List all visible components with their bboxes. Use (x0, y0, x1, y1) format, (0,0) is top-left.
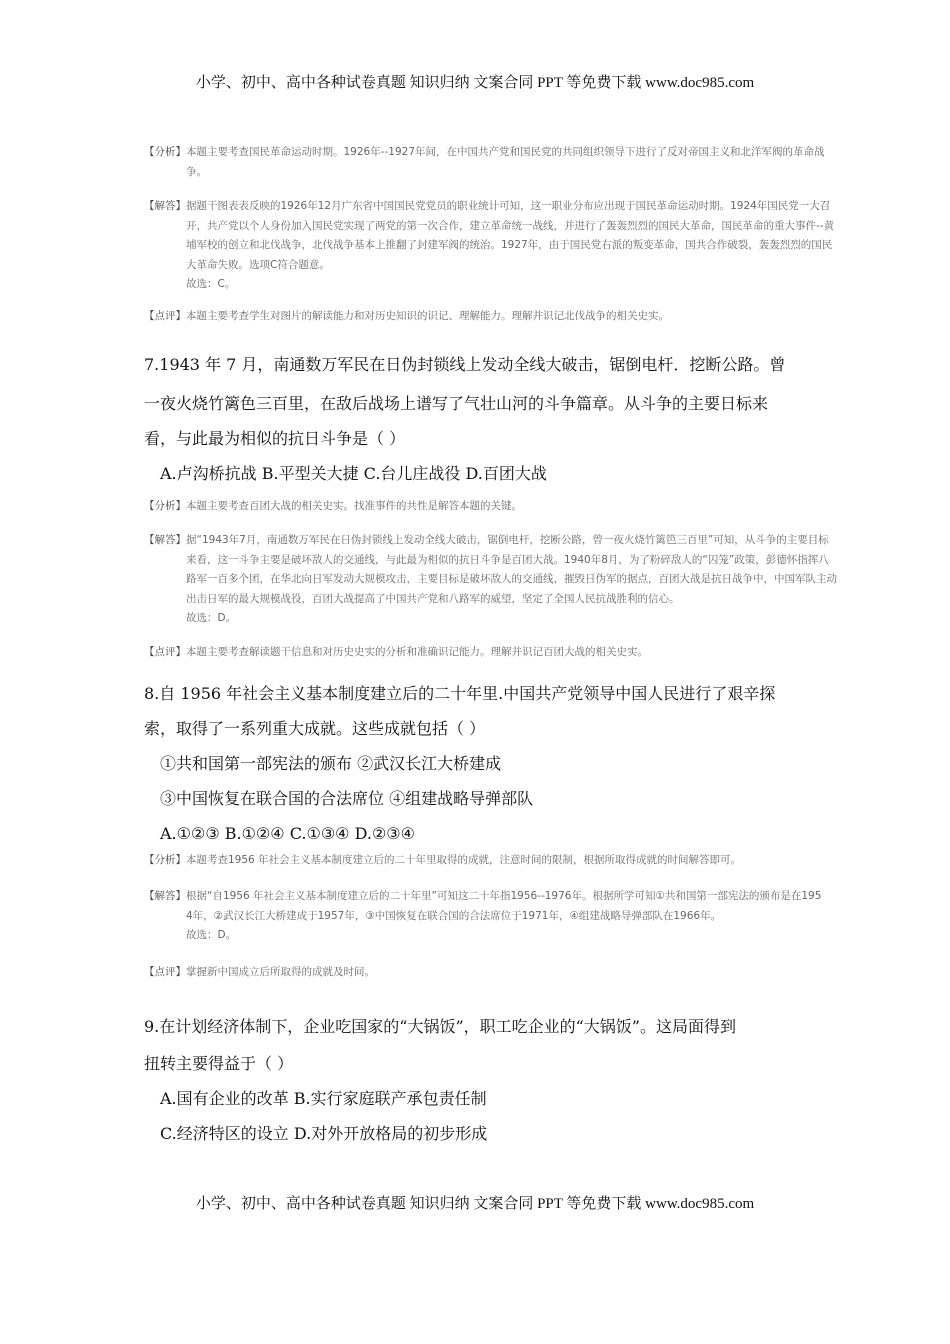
q7-stem-line: 7.1943 年 7 月，南通数万军民在日伪封锁线上发动全线大破击，锯倒电杆．挖断公路。曾 (144, 355, 786, 374)
analysis-tag: 【分析】 (144, 854, 186, 866)
q8-comment-block (144, 963, 864, 983)
comment-line: 本题主要考查解读题干信息和对历史史实的分析和准确识记能力。理解并识记百团大战的相关史实。 (186, 646, 648, 658)
q6-comment-block (144, 307, 864, 327)
q7-options: A.卢沟桥抗战 B.平型关大捷 C.台儿庄战役 D.百团大战 (160, 464, 547, 483)
q8-item-line: ①共和国第一部宪法的颁布 ②武汉长江大桥建成 (160, 754, 502, 773)
q6-analysis-block (144, 143, 864, 182)
answer-line: 故选：D。 (186, 612, 237, 624)
q7-comment-block (144, 643, 864, 663)
analysis-tag: 【分析】 (144, 146, 186, 158)
answer-tag: 【解答】 (144, 534, 186, 546)
analysis-line: 本题考查1956 年社会主义基本制度建立后的二十年里取得的成就，注意时间的限制，根据所取得成就的时间解答即可。 (186, 854, 742, 866)
comment-tag: 【点评】 (144, 310, 186, 322)
q9-option-line: C.经济特区的设立 D.对外开放格局的初步形成 (160, 1124, 488, 1143)
answer-line: 开，共产党以个人身份加入国民党实现了两党的第一次合作，建立革命统一战线，并进行了轰轰烈烈的国民大革命，国民革命的重大事件--黄 (186, 219, 835, 232)
page-footer: 小学、初中、高中各种试卷真题 知识归纳 文案合同 PPT 等免费下载 www.doc985.com (195, 1196, 755, 1212)
comment-line: 本题主要考查学生对图片的解读能力和对历史知识的识记、理解能力。理解并识记北伐战争的相关史实。 (186, 310, 669, 322)
answer-line: 埔军校的创立和北伐战争，北伐战争基本上推翻了封建军阀的统治。1927年，由于国民党右派的叛变革命，国共合作破裂，轰轰烈烈的国民 (186, 239, 833, 251)
answer-line: 据“1943年7月，南通数万军民在日伪封锁线上发动全线大破击，锯倒电杆，挖断公路，曾一夜火烧竹篱笆三百里”可知，从斗争的主要目标 (186, 534, 829, 546)
q9-stem-line: 9.在计划经济体制下，企业吃国家的“大锅饭”，职工吃企业的“大锅饭”。这局面得到 (144, 1017, 736, 1036)
analysis-tag: 【分析】 (144, 500, 186, 512)
answer-line: 故选：C。 (186, 278, 236, 290)
answer-line: 4年，②武汉长江大桥建成于1957年，③中国恢复在联合国的合法席位于1971年，④组建战略导弹部队在1966年。 (186, 909, 722, 922)
q7-stem-line: 看，与此最为相似的抗日斗争是（ ） (144, 429, 406, 448)
q7-stem-line: 一夜火烧竹篱色三百里，在敌后战场上谱写了气壮山河的斗争篇章。从斗争的主要日标来 (144, 394, 769, 413)
answer-line: 大革命失败。选项C符合题意。 (186, 258, 330, 271)
analysis-line: 争。 (186, 165, 207, 178)
q9-stem-line: 扭转主要得益于（ ） (144, 1054, 294, 1073)
q8-item-line: ③中国恢复在联合国的合法席位 ④组建战略导弹部队 (160, 789, 534, 808)
answer-line: 根据“自1956 年社会主义基本制度建立后的二十年里”可知这二十年指1956--1976年。根据所学可知①共和国第一部宪法的颁布是在195 (186, 890, 822, 902)
q7-analysis-block (144, 497, 864, 517)
q8-stem-line: 8.自 1956 年社会主义基本制度建立后的二十年里.中国共产党领导中国人民进行了艰辛探 (144, 684, 776, 703)
answer-line: 来看，这一斗争主要是破坏敌人的交通线，与此最为相似的抗日斗争是百团大战。1940年8月，为了粉碎敌人的“囚笼”政策，彭德怀指挥八 (186, 553, 829, 566)
answer-line: 出击日军的最大规模战役，百团大战提高了中国共产党和八路军的威望，坚定了全国人民抗战胜利的信心。 (186, 592, 680, 605)
q8-analysis-block (144, 851, 864, 871)
q8-options: A.①②③ B.①②④ C.①③④ D.②③④ (160, 824, 415, 843)
q7-answer-block (144, 531, 864, 629)
comment-tag: 【点评】 (144, 966, 186, 978)
q8-stem-line: 索，取得了一系列重大成就。这些成就包括（ ） (144, 719, 486, 738)
answer-line: 路军一百多个团，在华北向日军发动大规模攻击，主要目标是破坏敌人的交通线，摧毁日伪军的据点，百团大战是抗日战争中，中国军队主动 (186, 573, 837, 585)
q8-answer-block (144, 887, 864, 946)
answer-line: 据题干图表表反映的1926年12月广东省中国国民党党员的职业统计可知，这一职业分布应出现于国民革命运动时期。1924年国民党一大召 (186, 200, 831, 212)
answer-line: 故选：D。 (186, 929, 237, 941)
comment-tag: 【点评】 (144, 646, 186, 658)
comment-line: 掌握新中国成立后所取得的成就及时间。 (186, 966, 375, 978)
analysis-line: 本题主要考查国民革命运动时期。1926年--1927年间，在中国共产党和国民党的共同组织领导下进行了反对帝国主义和北洋军阀的革命战 (186, 146, 825, 158)
q9-option-line: A.国有企业的改革 B.实行家庭联产承包责任制 (160, 1089, 487, 1108)
analysis-line: 本题主要考查百团大战的相关史实。找准事件的共性是解答本题的关键。 (186, 500, 522, 512)
answer-tag: 【解答】 (144, 200, 186, 212)
q6-answer-block (144, 197, 864, 295)
answer-tag: 【解答】 (144, 890, 186, 902)
page-header: 小学、初中、高中各种试卷真题 知识归纳 文案合同 PPT 等免费下载 www.doc985.com (195, 75, 755, 91)
